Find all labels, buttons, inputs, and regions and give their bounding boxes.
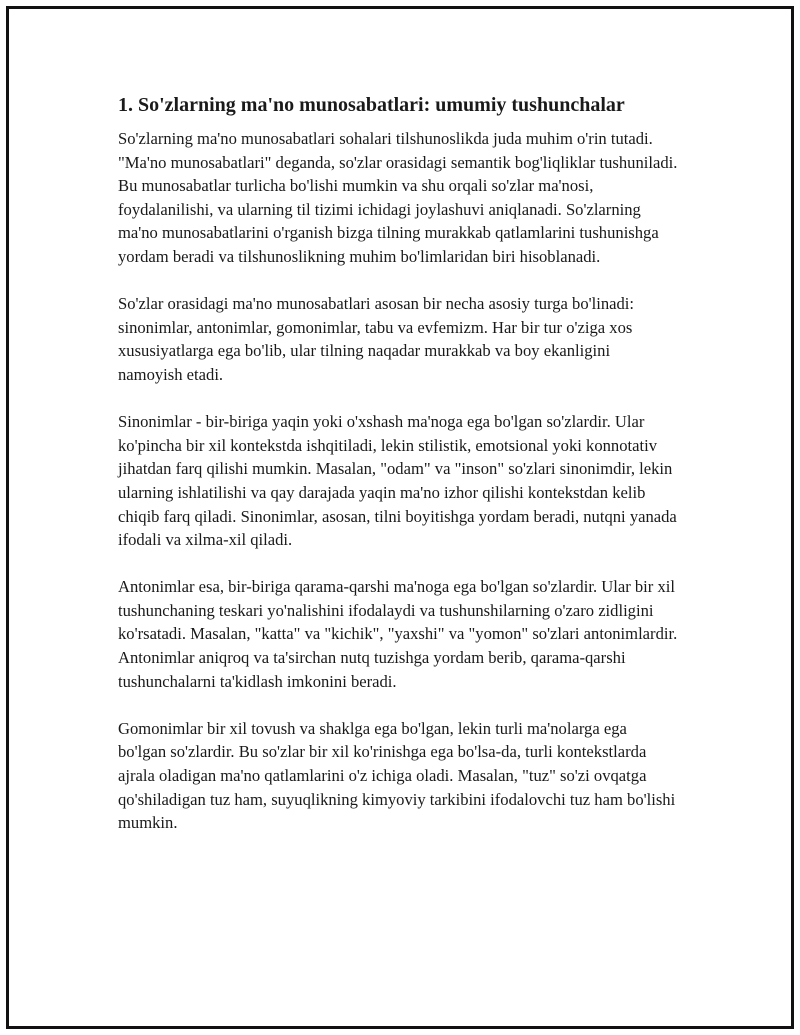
paragraph-types: So'zlar orasidagi ma'no munosabatlari asosan bir necha asosiy turga bo'linadi: sinonimlar, antonimlar, gomonimlar, tabu va evfemizm. Har bir tur o'ziga xos xususiyatlarga ega bo'lib, ular tilning naqadar murakkab va boy ekanligini namoyish etadi. <box>118 294 635 384</box>
paragraph-homonyms: Gomonimlar bir xil tovush va shaklga ega bo'lgan, lekin turli ma'nolarga ega bo'lgan so'zlardir. Bu so'zlar bir xil ko'rinishga ega bo'lsa-da, turli kontekstlarda ajrala oladigan ma'no qatlamlarini o'z ichiga oladi. Masalan, "tuz" so'zi ovqatga qo'shiladigan tuz ham, suyuqlikning kimyoviy tarkibini ifodalovchi tuz ham bo'lishi mumkin. <box>118 718 676 833</box>
document-title: 1. So'zlarning ma'no munosabatlari: umumiy tushunchalar <box>118 94 625 116</box>
document-body <box>118 91 678 858</box>
paragraph-antonyms: Antonimlar esa, bir-biriga qarama-qarshi ma'noga ega bo'lgan so'zlardir. Ular bir xil tushunchaning teskari yo'nalishini ifodalaydi va tushunshilarning o'zaro zidligini ko'rsatadi. Masalan, "katta" va "kichik", "yaxshi" va "yomon" so'zlari antonimlardir. Antonimlar aniqroq va ta'sirchan nutq tuzishga yordam berib, qarama-qarshi tushunchalarni ta'kidlash imkonini beradi. <box>118 577 678 691</box>
paragraph-intro: So'zlarning ma'no munosabatlari sohalari tilshunoslikda juda muhim o'rin tutadi. "Ma'no munosabatlari" deganda, so'zlar orasidagi semantik bog'liqliklar tushuniladi. Bu munosabatlar turlicha bo'lishi mumkin va shu orqali so'zlar ma'nosi, foydalanilishi, va ularning til tizimi ichidagi joylashuvi aniqlanadi. So'zlarning ma'no munosabatlarini o'rganish bizga tilning murakkab qatlamlarini tushunishga yordam beradi va tilshunoslikning muhim bo'limlaridan biri hisoblanadi. <box>118 129 678 266</box>
paragraph-synonyms: Sinonimlar - bir-biriga yaqin yoki o'xshash ma'noga ega bo'lgan so'zlardir. Ular ko'pincha bir xil kontekstda ishqitiladi, lekin stilistik, emotsional yoki konnotativ jihatdan farq qilishi mumkin. Masalan, "odam" va "inson" so'zlari sinonimdir, lekin ularning ishlatilishi va qay darajada yaqin ma'no izhor qilishi kontekstdan kelib chiqib farq qiladi. Sinonimlar, asosan, tilni boyitishga yordam beradi, nutqni yanada ifodali va xilma-xil qiladi. <box>118 412 677 550</box>
